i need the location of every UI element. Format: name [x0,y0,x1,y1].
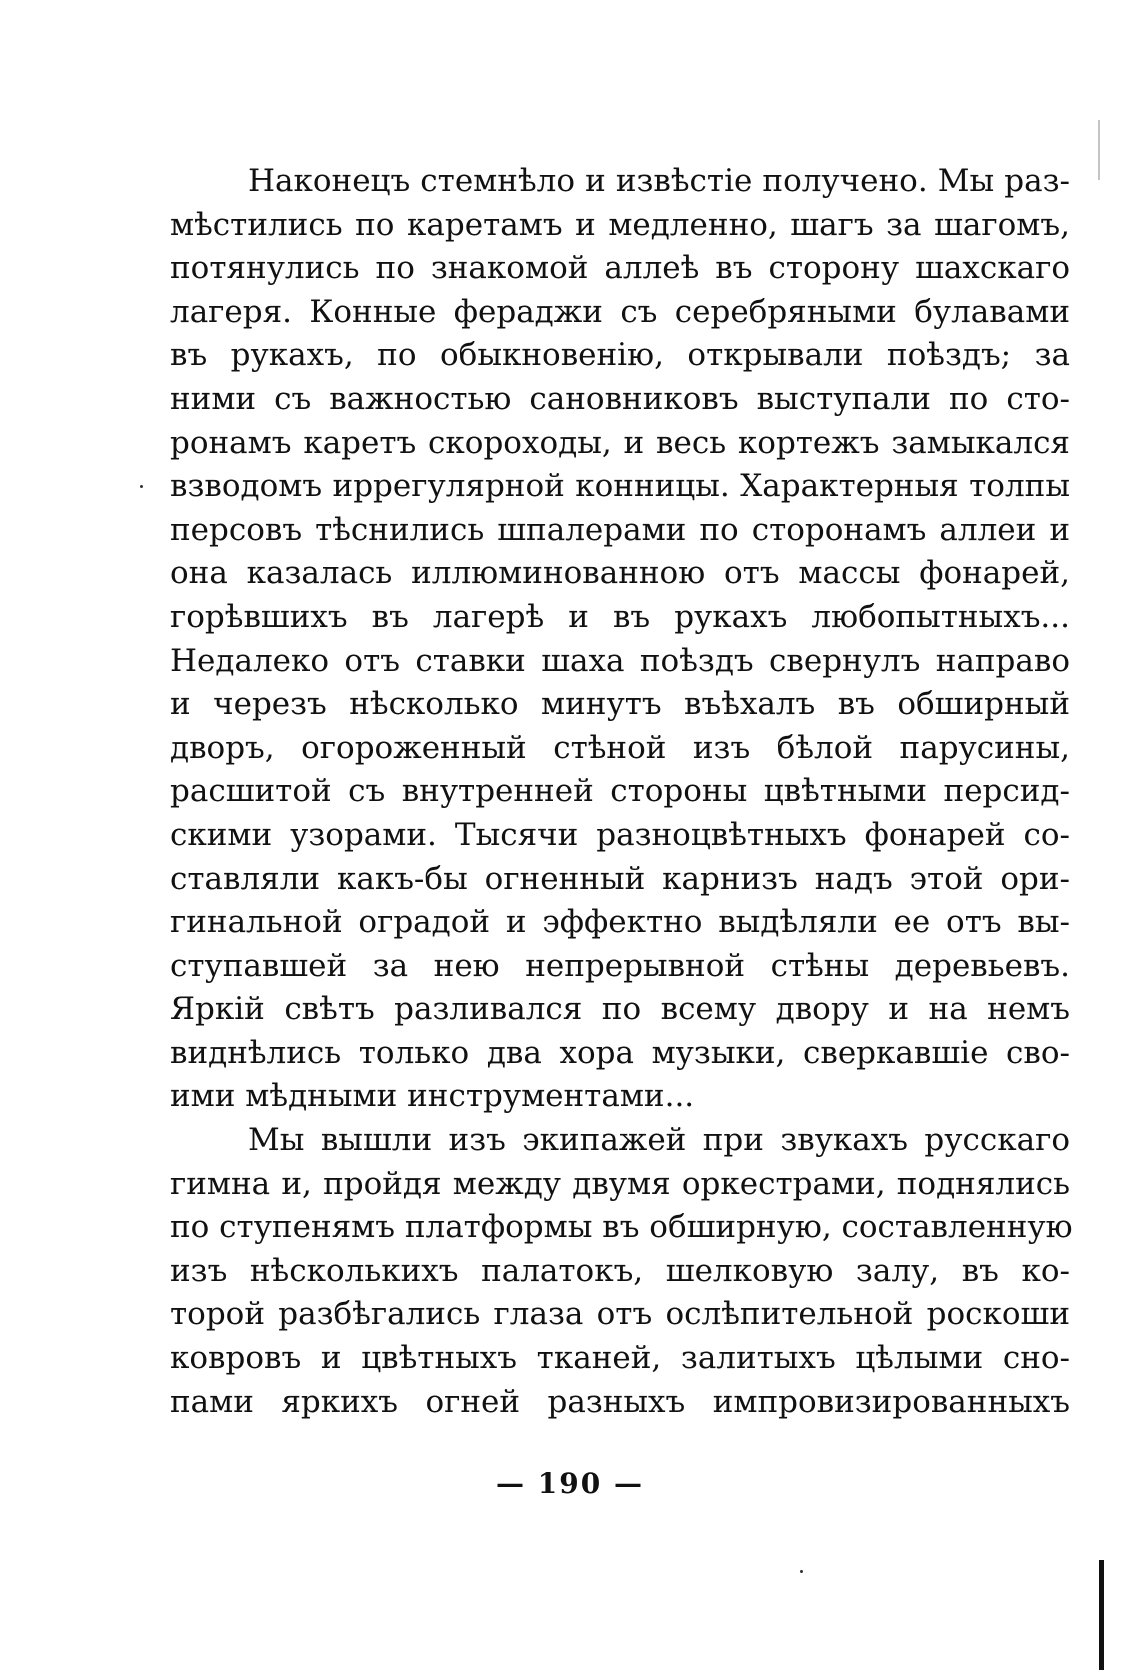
text-line: гинальной оградой и эффектно выдѣляли ее отъ вы- [170,904,1070,941]
text-line: дворъ, огороженный стѣной изъ бѣлой парусины, [170,729,1070,766]
paper-speck [800,1570,803,1573]
text-line: мѣстились по каретамъ и медленно, шагъ за шагомъ, [170,206,1070,243]
text-line: ними съ важностью сановниковъ выступали по сто- [170,380,1070,417]
text-line: персовъ тѣснились шпалерами по сторонамъ аллеи и [170,511,1070,548]
text-line: она казалась иллюминованною отъ массы фонарей, [170,555,1070,592]
text-line: ставляли какъ-бы огненный карнизъ надъ этой ори- [170,860,1070,897]
text-line: Яркій свѣтъ разливался по всему двору и на немъ [170,991,1070,1028]
text-line: Мы вышли изъ экипажей при звукахъ русскаго [248,1122,1070,1159]
text-line: пами яркихъ огней разныхъ импровизированныхъ [170,1383,1070,1420]
text-line: ковровъ и цвѣтныхъ тканей, залитыхъ цѣлыми сно- [170,1340,1070,1377]
text-line: въ рукахъ, по обыкновенію, открывали поѣздъ; за [170,337,1070,374]
text-line: ронамъ каретъ скороходы, и весь кортежъ замыкался [170,424,1070,461]
text-line: взводомъ иррегулярной конницы. Характерныя толпы [170,468,1070,505]
text-line: виднѣлись только два хора музыки, сверкавшіе сво- [170,1034,1070,1071]
text-line: гимна и, пройдя между двумя оркестрами, поднялись [170,1165,1070,1202]
page-edge-mark [1099,1560,1104,1670]
paragraph-1 [170,160,1070,1119]
paragraph-2 [170,1119,1073,1424]
text-line: торой разбѣгались глаза отъ ослѣпительной роскоши [170,1296,1070,1333]
paper-speck [140,485,143,488]
body-text [170,160,1073,1424]
text-line: скими узорами. Тысячи разноцвѣтныхъ фонарей со- [170,816,1070,853]
text-line: горѣвшихъ въ лагерѣ и въ рукахъ любопытныхъ... [170,598,1070,635]
page-edge-mark [1098,120,1100,180]
text-line: Наконецъ стемнѣло и извѣстіе получено. Мы раз- [248,163,1070,199]
text-line: и черезъ нѣсколько минутъ въѣхалъ въ обширный [170,686,1070,723]
text-line: Недалеко отъ ставки шаха поѣздъ свернулъ направо [170,642,1070,679]
text-line: изъ нѣсколькихъ палатокъ, шелковую залу, въ ко- [170,1252,1070,1289]
text-line: расшитой съ внутренней стороны цвѣтными персид- [170,773,1070,810]
text-line: по ступенямъ платформы въ обширную, составленную [170,1209,1073,1246]
text-line: потянулись по знакомой аллеѣ въ сторону шахскаго [170,250,1070,287]
page-number: — 190 — [496,1467,644,1500]
text-line: ими мѣдными инструментами... [170,1078,695,1115]
text-line: ступавшей за нею непрерывной стѣны деревьевъ. [170,947,1070,984]
text-line: лагеря. Конные фераджи съ серебряными булавами [170,293,1070,330]
